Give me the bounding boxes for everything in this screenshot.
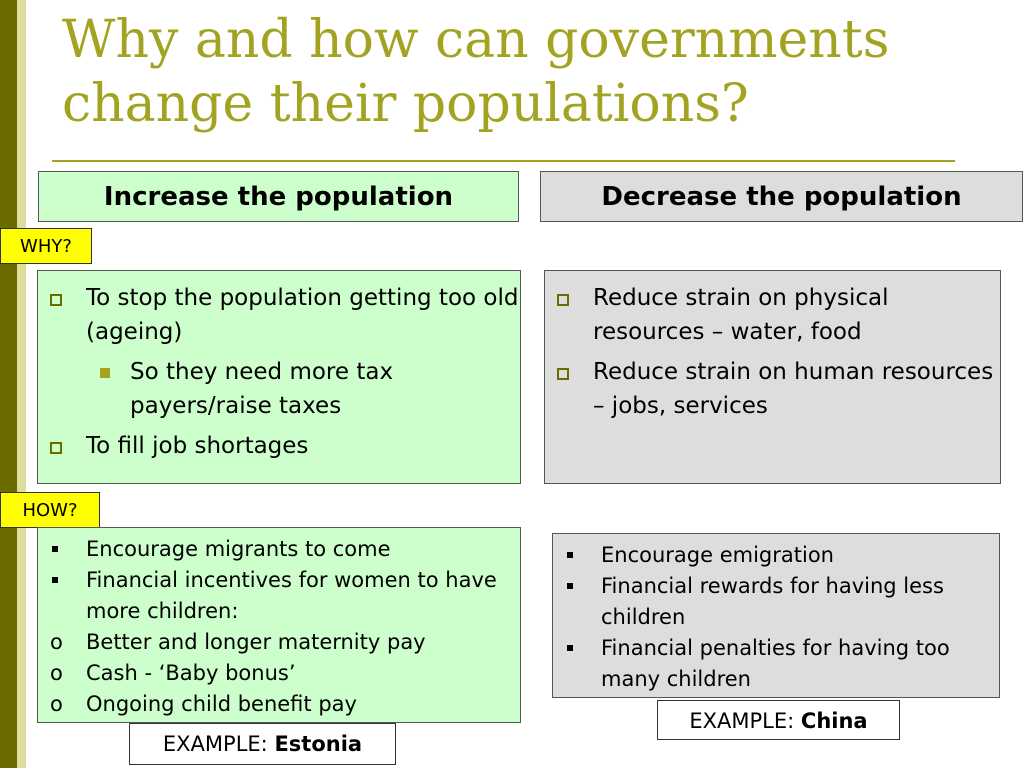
example-country-china: China bbox=[800, 709, 868, 733]
list-item-text: Cash - ‘Baby bonus’ bbox=[86, 661, 296, 685]
decrease-how-box bbox=[552, 533, 1000, 698]
hollow-square-bullet-icon bbox=[50, 294, 62, 306]
hollow-square-bullet-icon bbox=[557, 368, 569, 380]
square-bullet-icon bbox=[567, 645, 573, 651]
decrease-how-list bbox=[553, 540, 999, 695]
list-item bbox=[38, 658, 520, 689]
list-item bbox=[38, 627, 520, 658]
decrease-header: Decrease the population bbox=[540, 171, 1023, 222]
decrease-example-box bbox=[657, 700, 900, 740]
side-bar-light bbox=[17, 0, 26, 768]
hollow-square-bullet-icon bbox=[50, 442, 62, 454]
list-item-text: To fill job shortages bbox=[86, 433, 309, 459]
increase-why-box bbox=[37, 270, 521, 484]
increase-how-list bbox=[38, 534, 520, 720]
list-item-text: Financial incentives for women to have more children: bbox=[86, 568, 497, 623]
square-bullet-icon bbox=[567, 552, 573, 558]
circle-bullet-icon: o bbox=[50, 692, 63, 716]
list-item bbox=[38, 689, 520, 720]
list-item bbox=[38, 565, 520, 627]
list-item-text: Ongoing child benefit pay bbox=[86, 692, 357, 716]
example-country-estonia: Estonia bbox=[274, 732, 363, 756]
hollow-square-bullet-icon bbox=[557, 294, 569, 306]
decrease-why-list bbox=[545, 281, 1000, 423]
increase-header: Increase the population bbox=[38, 171, 519, 222]
list-item bbox=[553, 571, 999, 633]
why-tag: WHY? bbox=[0, 228, 92, 264]
list-item bbox=[38, 355, 520, 423]
title-underline bbox=[52, 160, 955, 162]
list-item bbox=[38, 534, 520, 565]
list-item-text: So they need more tax payers/raise taxes bbox=[130, 359, 394, 419]
circle-bullet-icon: o bbox=[50, 630, 63, 654]
list-item-text: Financial rewards for having less children bbox=[601, 574, 944, 629]
increase-how-box bbox=[37, 527, 521, 723]
list-item bbox=[38, 429, 520, 463]
circle-bullet-icon: o bbox=[50, 661, 63, 685]
list-item bbox=[553, 633, 999, 695]
list-item-text: Encourage emigration bbox=[601, 543, 834, 567]
increase-why-list bbox=[38, 281, 520, 463]
side-bar-dark bbox=[0, 0, 17, 768]
example-label: EXAMPLE: bbox=[689, 709, 795, 733]
how-tag: HOW? bbox=[0, 492, 100, 528]
decrease-why-box bbox=[544, 270, 1001, 484]
square-bullet-icon bbox=[567, 583, 573, 589]
square-bullet-icon bbox=[52, 577, 58, 583]
example-label: EXAMPLE: bbox=[162, 732, 268, 756]
list-item bbox=[545, 281, 1000, 349]
filled-square-bullet-icon bbox=[100, 368, 110, 378]
list-item bbox=[545, 355, 1000, 423]
list-item-text: To stop the population getting too old (ageing) bbox=[86, 285, 519, 345]
square-bullet-icon bbox=[52, 546, 58, 552]
list-item bbox=[553, 540, 999, 571]
list-item-text: Financial penalties for having too many children bbox=[601, 636, 950, 691]
list-item-text: Encourage migrants to come bbox=[86, 537, 391, 561]
list-item bbox=[38, 281, 520, 349]
list-item-text: Reduce strain on human resources – jobs, services bbox=[593, 359, 994, 419]
list-item-text: Better and longer maternity pay bbox=[86, 630, 426, 654]
list-item-text: Reduce strain on physical resources – water, food bbox=[593, 285, 889, 345]
slide-title: Why and how can governments change their populations? bbox=[62, 10, 890, 134]
increase-example-box bbox=[129, 723, 396, 765]
